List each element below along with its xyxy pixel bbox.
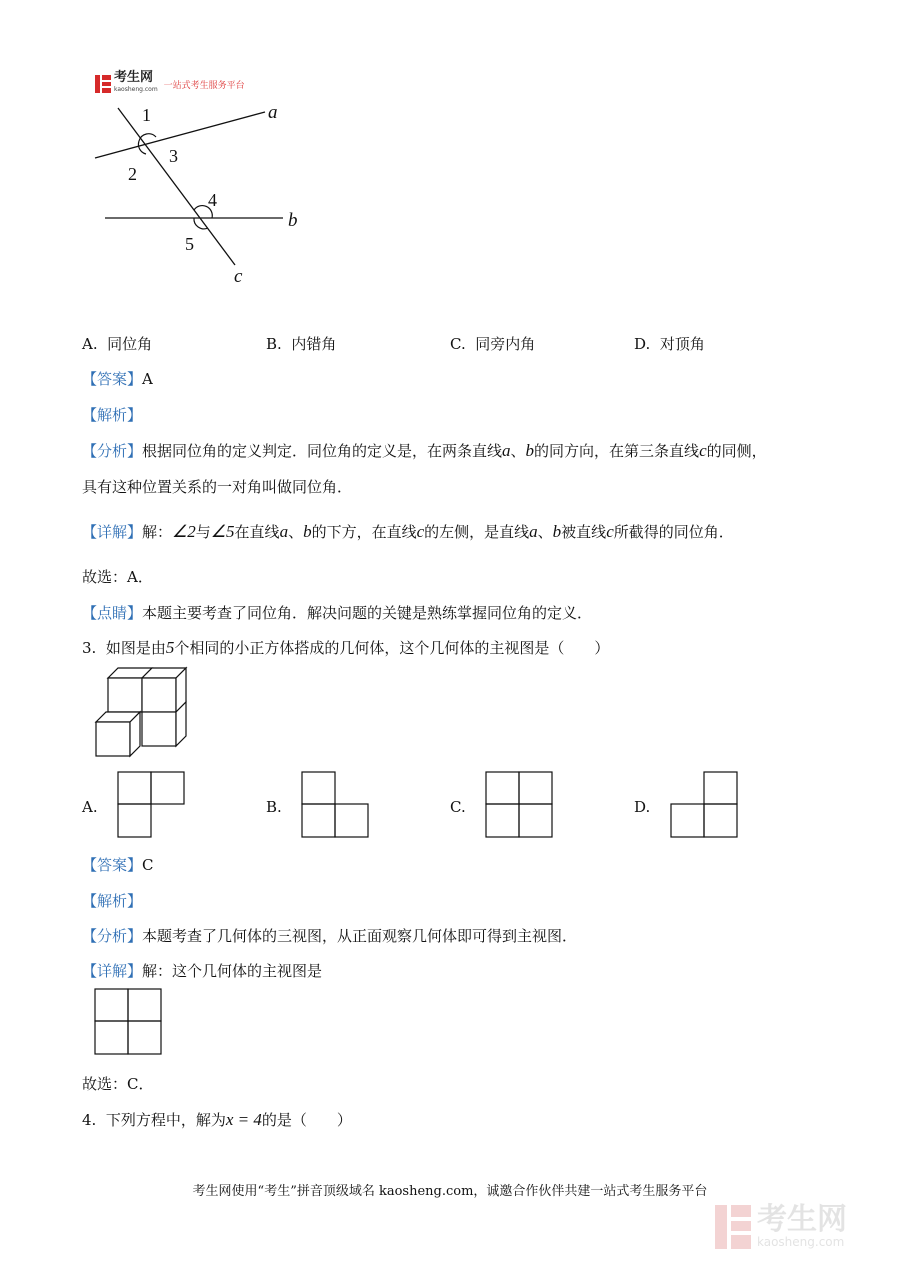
logo-mark-icon [95, 75, 111, 93]
q3-option-b-label[interactable]: B. [266, 798, 282, 816]
label-2: 2 [128, 164, 137, 184]
logo-domain: kaosheng.com [114, 86, 158, 93]
label-5: 5 [185, 234, 194, 254]
label-1: 1 [142, 105, 151, 125]
line-a [95, 112, 265, 158]
q2-dianjing: 【点睛】本题主要考查了同位角．解决问题的关键是熟练掌握同位角的定义． [82, 604, 593, 622]
q2-conclusion: 故选：A． [82, 568, 153, 586]
label-3: 3 [169, 146, 178, 166]
cube-front-front [96, 722, 130, 756]
label-c: c [234, 266, 243, 287]
q3-option-a-view[interactable] [117, 771, 187, 839]
cube-top-right-front [142, 678, 176, 712]
option-b[interactable]: B. 内错角 [266, 335, 337, 353]
option-a[interactable]: A. 同位角 [82, 335, 153, 353]
page-footer: 考生网使用“考生”拼音顶级域名 kaosheng.com，诚邀合作伙伴共建一站式考生服务平台 [192, 1184, 708, 1199]
line-c [118, 108, 235, 265]
q3-option-b-view[interactable] [301, 771, 371, 839]
q3-analysis-tag: 【解析】 [82, 892, 143, 910]
q3-conclusion: 故选：C． [82, 1075, 154, 1093]
q3-option-d-label[interactable]: D. [634, 798, 651, 816]
q3-option-c-label[interactable]: C. [450, 798, 466, 816]
parallel-lines-figure [90, 100, 330, 290]
q2-fenxi-line2: 具有这种位置关系的一对角叫做同位角． [82, 478, 353, 496]
label-b: b [288, 210, 298, 231]
option-c[interactable]: C. 同旁内角 [450, 335, 536, 353]
header-logo [95, 72, 245, 96]
option-d[interactable]: D. 对顶角 [634, 335, 705, 353]
q2-answer: 【答案】A [82, 370, 153, 388]
angle-arc-2 [138, 141, 146, 154]
watermark-logo [715, 1202, 847, 1249]
label-4: 4 [208, 190, 217, 210]
q3-xiangjie: 【详解】解：这个几何体的主视图是 [82, 962, 323, 980]
q2-xiangjie: 【详解】解：∠2与∠5在直线a、b的下方，在直线c的左侧，是直线a、b被直线c所截得的同位角． [82, 522, 734, 541]
q2-analysis-tag: 【解析】 [82, 406, 143, 424]
q4-stem: 4. 下列方程中，解为x = 4的是（ ） [82, 1110, 352, 1129]
watermark-mark-icon [715, 1205, 751, 1249]
q3-option-a-label[interactable]: A. [82, 798, 98, 816]
q3-fenxi: 【分析】本题考查了几何体的三视图，从正面观察几何体即可得到主视图． [82, 927, 578, 945]
q3-option-d-view[interactable] [670, 771, 740, 839]
q2-fenxi-line1: 【分析】根据同位角的定义判定．同位角的定义是，在两条直线a、b的同方向，在第三条直线c的同侧， [82, 441, 767, 460]
cubes-figure [90, 662, 200, 762]
watermark-text: 考生网 kaosheng.com [757, 1202, 847, 1249]
label-a: a [268, 102, 278, 123]
logo-brand: 考生网 kaosheng.com [114, 72, 158, 96]
logo-slogan: 一站式考生服务平台 [163, 80, 245, 91]
cube-bottom-right-front [142, 712, 176, 746]
q3-option-c-view[interactable] [485, 771, 555, 839]
q3-answer: 【答案】C [82, 856, 154, 874]
q3-solution-view [94, 988, 164, 1056]
q3-stem: 3. 如图是由5个相同的小正方体搭成的几何体，这个几何体的主视图是（ ） [82, 638, 610, 657]
cube-top-left-front [108, 678, 142, 712]
